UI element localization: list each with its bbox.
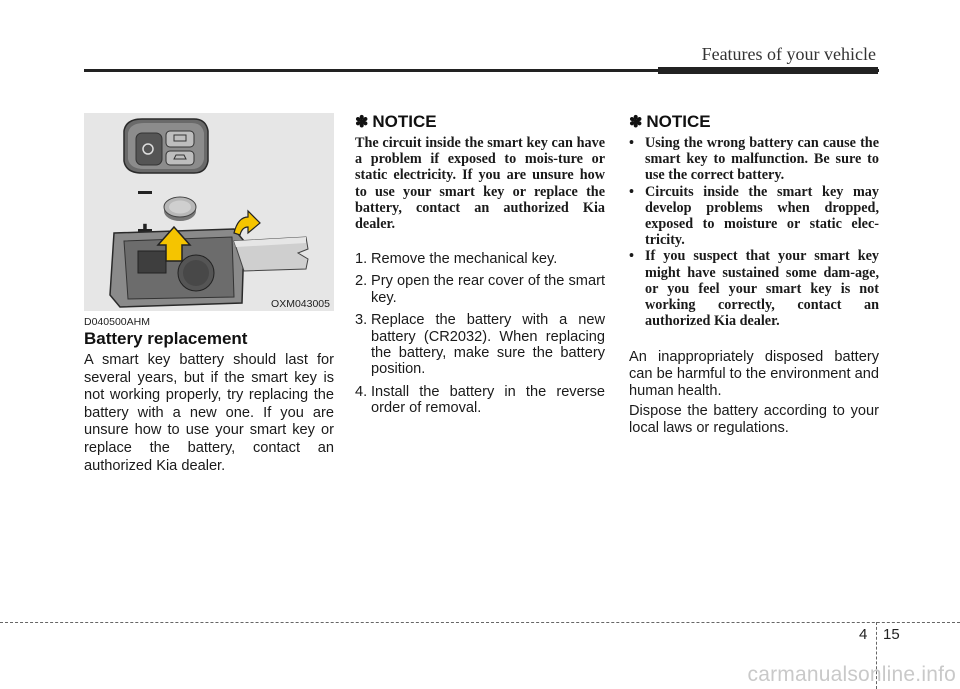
notice-text: The circuit inside the smart key can have a problem if exposed to mois-ture or static electricity. If you are unsure how to use your smart key or replace the battery, contact an authorized Kia dealer. (355, 135, 605, 233)
section-body: A smart key battery should last for several years, but if the smart key is not working properly, try replacing the battery with a new one. If you are unsure how to use your smart key or replace the battery, contact an authorized Kia dealer. (84, 352, 334, 474)
smart-key-illustration (84, 113, 334, 311)
watermark: carmanualsonline.info (747, 663, 956, 686)
header-rule-accent (658, 67, 878, 74)
coin-battery-icon (164, 197, 196, 221)
list-item: 3. Replace the battery with a new battery (CR2032). When replacing the battery, make sure the battery position. (355, 312, 605, 378)
section-code: D040500AHM (84, 316, 150, 328)
notice-star-icon: ✽ (629, 114, 643, 131)
open-key-body-icon (110, 229, 308, 307)
notice-heading-label: NOTICE (646, 112, 711, 131)
footer-rule (0, 622, 960, 623)
list-item: 2. Pry open the rear cover of the smart key. (355, 273, 605, 306)
list-item: • If you suspect that your smart key might have sustained some dam-age, or you feel your smart key is not working correctly, contact an authorized Kia dealer. (629, 248, 879, 330)
yellow-curved-arrow-icon (234, 211, 260, 235)
steps-list (355, 251, 605, 423)
bullets-list (629, 135, 879, 329)
chapter-number: 4 (859, 626, 868, 643)
page-number: 15 (883, 626, 900, 643)
section-title: Battery replacement (84, 329, 248, 348)
list-item: 4. Install the battery in the reverse order of removal. (355, 383, 605, 417)
smart-key-fob-icon (124, 119, 208, 173)
notice-heading (629, 112, 879, 132)
notice-star-icon: ✽ (355, 114, 369, 131)
list-item: • Using the wrong battery can cause the smart key to malfunction. Be sure to use the correct battery. (629, 135, 879, 184)
notice-heading (355, 112, 605, 132)
minus-sign-icon (138, 191, 152, 194)
notice-heading-label: NOTICE (372, 112, 437, 131)
smart-key-figure (84, 113, 334, 311)
disposal-paragraph: An inappropriately disposed battery can be harmful to the environment and human health. (629, 349, 879, 399)
page-header-title: Features of your vehicle (701, 44, 876, 64)
list-item: • Circuits inside the smart key may develop problems when dropped, exposed to moisture or static elec-tricity. (629, 183, 879, 249)
figure-code: OXM043005 (271, 298, 330, 310)
list-item: 1. Remove the mechanical key. (355, 251, 558, 267)
disposal-instruction: Dispose the battery according to your local laws or regulations. (629, 403, 879, 436)
